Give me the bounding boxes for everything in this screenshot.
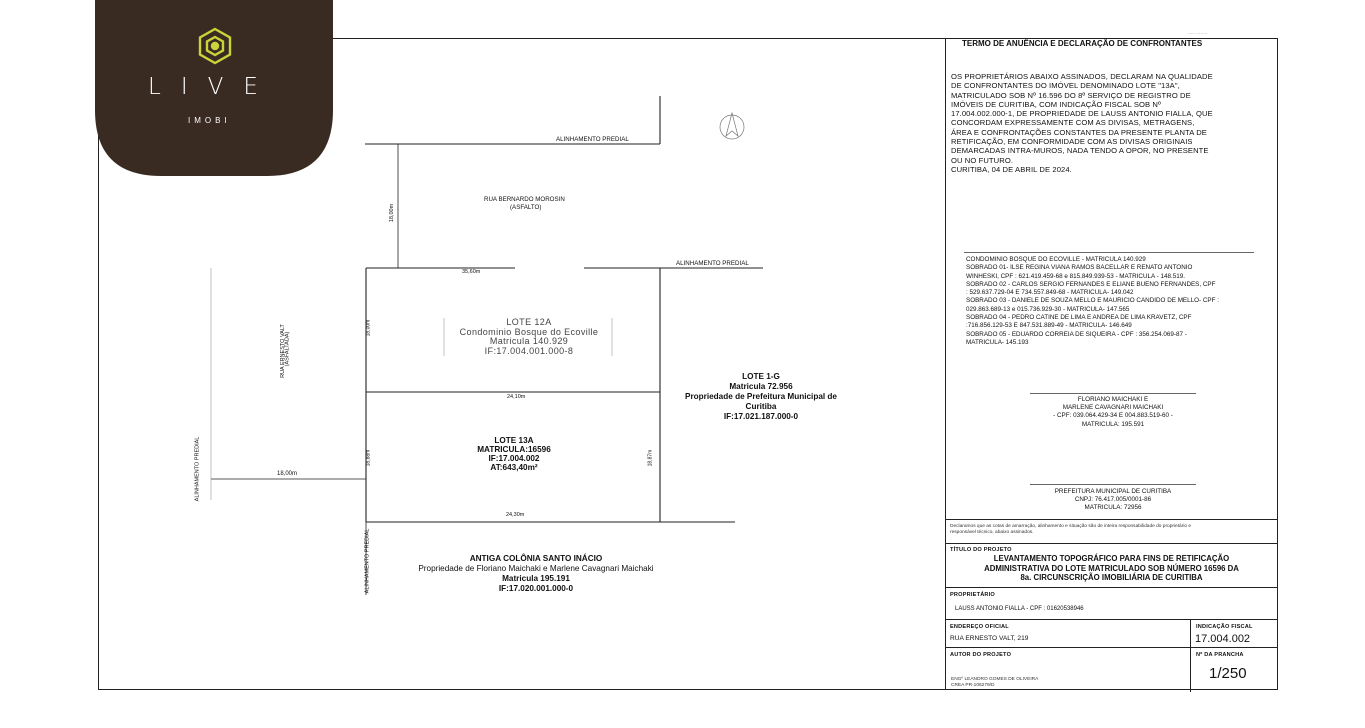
lote-1g-owner: Propriedade de Prefeitura Municipal de: [685, 392, 837, 401]
prancha-label: Nº DA PRANCHA: [1196, 652, 1244, 658]
signature-line-prefeitura: [1030, 484, 1196, 485]
signature-line-floriano: [1030, 393, 1196, 394]
alinhamento-bottom-label: ALINHAMENTO PREDIAL: [364, 528, 371, 594]
autor-section: [945, 647, 1278, 692]
declaration-line: 17.004.002.000-1, DE PROPRIEDADE DE LAUSS ANTONIO FIALLA, QUE: [951, 109, 1213, 119]
indicacao-cell: [1190, 620, 1279, 648]
colonia-if: IF:17.020.001.000-0: [498, 584, 574, 593]
declaration-line: RETIFICAÇÃO, EM CONFORMIDADE COM AS DIVISAS ORIGINAIS: [951, 137, 1193, 147]
alinhamento-top-label: ALINHAMENTO PREDIAL: [556, 136, 629, 143]
condominio-line: SOBRADO 05 - EDUARDO CORREIA DE SIQUEIRA - CPF : 356.254.069-87 -: [966, 330, 1187, 338]
colonia-title: ANTIGA COLÔNIA SANTO INÁCIO: [469, 554, 603, 563]
dim-left-street: 18,00m: [277, 471, 298, 477]
condominio-line: SOBRADO 02 - CARLOS SERGIO FERNANDES E ELIANE BUENO FERNANDES, CPF: [966, 280, 1216, 288]
alinhamento-mid-label: ALINHAMENTO PREDIAL: [676, 260, 749, 267]
floriano-line: - CPF: 039.064.429-34 E 004.883.519-60 -: [1053, 412, 1173, 420]
sheet-top-note: ..... ........: [1188, 30, 1208, 36]
condominio-line: MATRICULA- 145.193: [966, 338, 1029, 346]
declaration-line: MATRICULADO SOB Nº 16.596 DO 8º SERVIÇO DE REGISTRO DE: [951, 90, 1191, 100]
condominio-line: 029.863.689-13 e 015.736.929-30 - MATRICULA- 147.565: [966, 305, 1130, 313]
lote-12a-matricula: Matricula 140.929: [489, 336, 569, 346]
lote-13a-matricula: MATRICULA:16596: [477, 445, 551, 454]
titulo-line: 8a. CIRCUNSCRIÇÃO IMOBILIÁRIA DE CURITIBA: [1020, 573, 1203, 582]
street-name: RUA BERNARDO MOROSIN: [484, 196, 565, 203]
lote-13a-label: [452, 436, 576, 472]
autor-line: CREA PR-106279/D: [951, 683, 995, 688]
lote-13a-title: LOTE 13A: [494, 436, 534, 445]
lote-1g-title: LOTE 1-G: [742, 372, 780, 381]
declaration-date: CURITIBA, 04 DE ABRIL DE 2024.: [951, 164, 1072, 174]
endereco-label: ENDEREÇO OFICIAL: [950, 624, 1009, 630]
logo-sub: IMOBI: [188, 116, 231, 125]
left-street-surface: (ASFALTADA): [284, 331, 291, 367]
condominio-line: SOBRADO 03 - DANIELE DE SOUZA MELLO E MAURICIO CANDIDO DE MELLO- CPF :: [966, 297, 1219, 305]
lote-1g-label: [668, 372, 854, 422]
declaration-line: OS PROPRIETÁRIOS ABAIXO ASSINADOS, DECLARAM NA QUALIDADE: [951, 72, 1213, 81]
declaration-line: ÁREA E CONFRONTAÇÕES CONSTANTES DA PRESENTE PLANTA DE: [951, 127, 1207, 137]
dim-mid: 24,10m: [507, 394, 526, 400]
indicacao-label: INDICAÇÃO FISCAL: [1196, 624, 1253, 630]
endereco-section: [945, 619, 1278, 648]
dim-right: 18,87m: [647, 449, 654, 467]
dim-13a-side: 18,88m: [365, 449, 372, 467]
declaration-line: DE CONFRONTANTES DO IMÓVEL DENOMINADO LOTE "13A",: [951, 81, 1180, 91]
signature-line-condominio: [964, 252, 1254, 253]
prancha-value: 1/250: [1209, 665, 1247, 682]
dim-bottom: 24,30m: [506, 512, 525, 518]
declaration-line: DEMARCADAS INTRA-MUROS, NADA TENDO A OPOR, NO PRESENTE: [951, 146, 1209, 156]
condominio-line: : 529.637.729-04 E 734.557.849-68 - MATRICULA- 149.042: [966, 289, 1134, 297]
dim-top: 35,60m: [462, 269, 481, 275]
titulo-label: TÍTULO DO PROJETO: [950, 547, 1012, 553]
prancha-cell: [1190, 648, 1279, 692]
condominio-line: :716.856.129-53 E 847.531.889-49 - MATRICULA- 146.649: [966, 322, 1132, 330]
street-surface: (ASFALTO): [510, 204, 542, 211]
colonia-label: [376, 554, 696, 594]
disclaimer-line: Declaramos que as cotas de amarração, alinhamento e situação são de inteira responsabilidade do proprietário e: [950, 524, 1192, 529]
lote-1g-city: Curitiba: [745, 402, 777, 411]
floriano-line: MARLENE CAVAGNARI MAICHAKI: [1062, 404, 1164, 412]
lote-12a-label: [446, 318, 612, 356]
prefeitura-line: MATRICULA: 72956: [1084, 504, 1142, 512]
disclaimer-line: responsável técnico, abaixo assinados.: [950, 530, 1034, 535]
lote-12a-title: LOTE 12A: [506, 317, 552, 327]
declaration-line: IMÓVEIS DE CURITIBA, COM INDICAÇÃO FISCAL SOB Nº: [951, 99, 1161, 109]
autor-line: ENGº LEANDRO GOMES DE OLIVEIRA: [951, 677, 1039, 682]
lote-12a-if: IF:17.004.001.000-8: [484, 345, 574, 356]
indicacao-value: 17.004.002: [1195, 633, 1251, 645]
street-width-dim: 18,00m: [389, 203, 396, 223]
declaration-text: [951, 72, 1257, 174]
lote-1g-if: IF:17.021.187.000-0: [723, 412, 799, 421]
logo-brand: LIVE: [148, 74, 278, 100]
declaration-line: CONCORDAM EXPRESSAMENTE COM AS DIVISAS, METRAGENS,: [951, 118, 1195, 128]
prefeitura-line: CNPJ: 76.417.005/0001-86: [1074, 496, 1152, 504]
autor-label: AUTOR DO PROJETO: [950, 652, 1012, 658]
prefeitura-line: PREFEITURA MUNICIPAL DE CURITIBA: [1054, 488, 1172, 495]
autor-value: [951, 677, 1038, 689]
floriano-line: MATRICULA: 195.591: [1081, 420, 1145, 428]
lote-13a-if: IF:17.004.002: [488, 454, 540, 463]
left-street-name: RUA ERNESTO VALT: [279, 324, 286, 378]
condominio-line: CONDOMINIO BOSQUE DO ECOVILLE - MATRICULA 140.929: [966, 256, 1146, 263]
titulo-text: [945, 554, 1278, 583]
floriano-block: [1030, 396, 1196, 429]
condominio-line: SOBRADO 01- ILSE REGINA VIANA RAMOS BACELLAR E RENATO ANTONIO: [966, 264, 1193, 272]
proprietario-value: LAUSS ANTONIO FIALLA - CPF : 01620538946: [955, 606, 1084, 612]
lote-1g-matricula: Matricula 72.956: [729, 382, 793, 391]
titulo-line: ADMINISTRATIVA DO LOTE MATRICULADO SOB NÚMERO 16596 DA: [984, 563, 1239, 573]
proprietario-section: [945, 587, 1278, 620]
dim-lote12-side: 18,00m: [365, 319, 372, 337]
titulo-line: LEVANTAMENTO TOPOGRÁFICO PARA FINS DE RETIFICAÇÃO: [993, 554, 1230, 563]
disclaimer: [950, 524, 1272, 536]
proprietario-label: PROPRIETÁRIO: [950, 592, 995, 598]
endereco-value: RUA ERNESTO VALT, 219: [950, 635, 1029, 642]
prefeitura-block: [1030, 488, 1196, 513]
alinhamento-left-label: ALINHAMENTO PREDIAL: [194, 436, 201, 502]
condominio-line: WINHESKI, CPF : 621.419.459-68 e 815.849.939-53 - MATRICULA - 148.519.: [966, 272, 1185, 280]
colonia-matricula: Matricula 195.191: [502, 574, 570, 583]
floriano-line: FLORIANO MAICHAKI E: [1077, 396, 1149, 403]
north-arrow-icon: [720, 113, 744, 139]
lote-13a-area: AT:643,40m²: [490, 463, 538, 472]
title-block: [945, 519, 1278, 691]
declaration-line: OU NO FUTURO.: [951, 155, 1014, 165]
panel-title: TERMO DE ANUÊNCIA E DECLARAÇÃO DE CONFRONTANTES: [962, 39, 1203, 48]
condominio-line: SOBRADO 04 - PEDRO CATINE DE LIMA E ANDREA DE LIMA KRAVETZ, CPF: [966, 314, 1192, 322]
titulo-section: [945, 543, 1278, 588]
colonia-owner: Propriedade de Floriano Maichaki e Marlene Cavagnari Maichaki: [418, 564, 654, 573]
lote-12a-owner: Condominio Bosque do Ecoville: [459, 326, 599, 337]
condominio-block: [966, 256, 1272, 347]
